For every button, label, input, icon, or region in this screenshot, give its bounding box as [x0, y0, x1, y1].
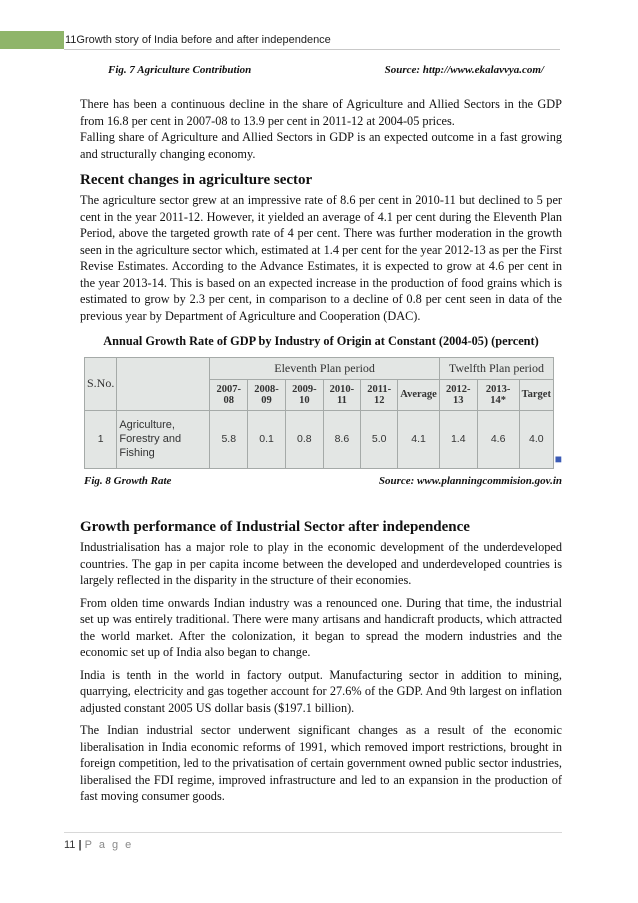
- table-column-header: Average: [398, 379, 440, 410]
- table-cell-name: Agriculture, Forestry and Fishing: [117, 410, 210, 468]
- page-content: [80, 64, 562, 805]
- paragraph: Industrialisation has a major role to play in the economic development of the underdeveloped countries. The gap in per capita income between the developed and underdeveloped countries is largely reflected in the disparity in the structure of their economies.: [80, 540, 562, 587]
- table-column-header: 2011-12: [361, 379, 398, 410]
- table-column-header: 2007-08: [210, 379, 248, 410]
- table-header-twelfth-plan: Twelfth Plan period: [439, 358, 553, 380]
- table-column-header: 2009-10: [285, 379, 323, 410]
- paragraph: Falling share of Agriculture and Allied Sectors in GDP is an expected outcome in a fast growing and structurally changing economy.: [80, 130, 562, 161]
- page-label: P a g e: [84, 839, 134, 851]
- table-column-header: Target: [519, 379, 553, 410]
- fig8-caption: Fig. 8 Growth Rate: [84, 475, 172, 487]
- table-cell: 4.0: [519, 410, 553, 468]
- table-cell: 0.1: [248, 410, 286, 468]
- fig7-caption: Fig. 7 Agriculture Contribution: [108, 64, 252, 76]
- table-cell: 5.8: [210, 410, 248, 468]
- table-cell: 4.1: [398, 410, 440, 468]
- footer-separator: |: [78, 839, 82, 851]
- paragraph: The Indian industrial sector underwent significant changes as a result of the economic liberalisation in India economic reforms of 1991, which removed import restrictions, brought in foreign competition, led to the privatisation of certain government owned public sector industries, liberalised the FDI regime, improved infrastructure and led to an expansion in the production of fast moving consumer goods.: [80, 723, 562, 803]
- growth-rate-table-image: [84, 357, 562, 469]
- header-title: 11Growth story of India before and after independence: [64, 31, 560, 50]
- section-heading-industrial: Growth performance of Industrial Sector after independence: [80, 519, 470, 535]
- table-header-eleventh-plan: Eleventh Plan period: [210, 358, 440, 380]
- page-header: [0, 30, 638, 50]
- table-header-blank: [117, 358, 210, 411]
- table-cell-sno: 1: [85, 410, 117, 468]
- fig7-source: Source: http://www.ekalavvya.com/: [384, 64, 544, 76]
- header-accent-bar: [0, 31, 64, 49]
- table-column-header: 2013-14*: [477, 379, 519, 410]
- paragraph: The agriculture sector grew at an impressive rate of 8.6 per cent in 2010-11 but declined to 5 per cent in the year 2011-12. However, it yielded an average of 4.1 per cent during the Eleventh Plan Period, above the targeted growth rate of 4 per cent. There was further moderation in the growth seen in the agriculture sector which, estimated at 1.4 per cent for the year 2012-13 as per the First Revise Estimates. According to the Advance Estimates, it is expected to grow at 4.6 per cent in the year 2013-14. This is based on an expected increase in the production of food grains which is estimated to grow by 2.3 per cent, in comparison to a decline of 0.8 per cent seen in data of the previous year by Department of Agriculture and Cooperation (DAC).: [80, 193, 562, 323]
- fig7-caption-row: [80, 64, 562, 76]
- paragraph: India is tenth in the world in factory output. Manufacturing sector in addition to mining, quarrying, electricity and gas together account for 27.6% of the GDP. And 9th largest on inflation adjusted constant 2005 US dollar basis ($197.1 billion).: [80, 667, 562, 715]
- bullet-dot: ■: [554, 452, 562, 466]
- table-header-sno: S.No.: [85, 358, 117, 411]
- paragraph: There has been a continuous decline in the share of Agriculture and Allied Sectors in the GDP from 16.8 per cent in 2007-08 to 13.9 per cent in 2011-12 at 2004-05 prices.: [80, 97, 562, 128]
- section-heading-agriculture: Recent changes in agriculture sector: [80, 172, 313, 188]
- table-cell: 4.6: [477, 410, 519, 468]
- table-cell: 5.0: [361, 410, 398, 468]
- table-title: Annual Growth Rate of GDP by Industry of Origin at Constant (2004-05) (percent): [103, 334, 539, 348]
- page-footer: [64, 832, 562, 851]
- table-column-header: 2010-11: [323, 379, 360, 410]
- table-column-header: 2012-13: [439, 379, 477, 410]
- table-row: [85, 410, 554, 468]
- table-cell: 0.8: [285, 410, 323, 468]
- table-cell: 1.4: [439, 410, 477, 468]
- fig8-caption-row: [80, 469, 562, 487]
- growth-rate-table: [84, 357, 554, 469]
- page-number: 11: [64, 839, 76, 851]
- table-cell: 8.6: [323, 410, 360, 468]
- fig8-source: Source: www.planningcommision.gov.in: [378, 475, 562, 487]
- table-column-header: 2008-09: [248, 379, 286, 410]
- paragraph: From olden time onwards Indian industry was a renounced one. During that time, the industrial set up was entirely traditional. There were many artisans and handicraft products, which attracted the world market. After the colonization, it began to spread the modern industries and the economic set up of India also began to change.: [80, 595, 562, 659]
